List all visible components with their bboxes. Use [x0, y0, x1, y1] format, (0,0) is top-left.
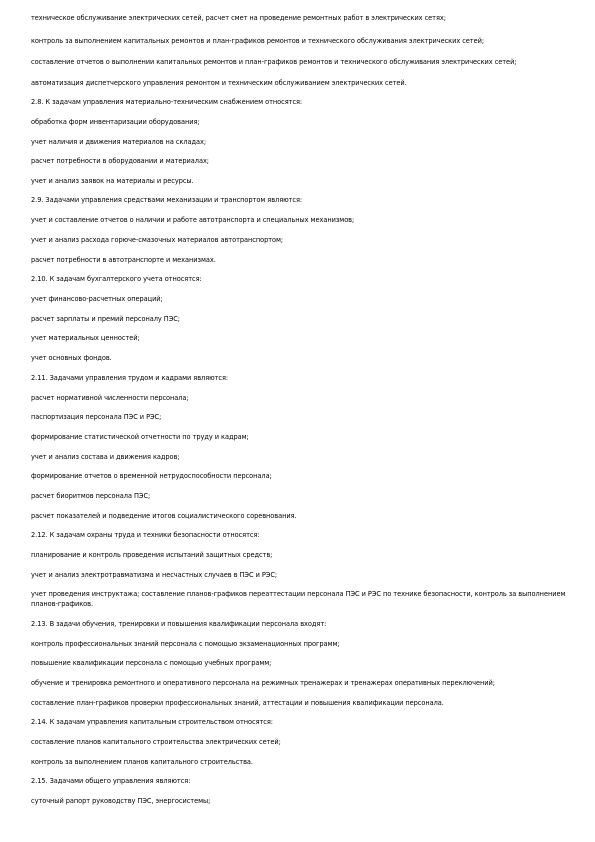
section-heading: 2.8. К задачам управления материально-техническим снабжением относятся: — [31, 98, 303, 106]
paragraph: расчет зарплаты и премий персоналу ПЭС; — [31, 315, 180, 323]
paragraph: повышение квалификации персонала с помощью учебных программ; — [31, 659, 272, 667]
section-heading: 2.11. Задачами управления трудом и кадрами являются: — [31, 374, 229, 382]
paragraph: автоматизация диспетчерского управления ремонтом и техническим обслуживанием электрических сетей. — [31, 79, 407, 87]
paragraph: техническое обслуживание электрических сетей, расчет смет на проведение ремонтных работ в электрических сетях; — [31, 14, 446, 22]
paragraph: учет и анализ расхода горюче-смазочных материалов автотранспортом; — [31, 236, 284, 244]
paragraph: паспортизация персонала ПЭС и РЭС; — [31, 413, 162, 421]
paragraph: формирование статистической отчетности по труду и кадрам; — [31, 433, 249, 441]
section-heading: 2.9. Задачами управления средствами механизации и транспортом являются: — [31, 196, 303, 204]
section-heading: 2.12. К задачам охраны труда и техники безопасности относятся: — [31, 531, 260, 539]
paragraph: расчет биоритмов персонала ПЭС; — [31, 492, 151, 500]
paragraph: суточный рапорт руководству ПЭС, энергосистемы; — [31, 797, 211, 805]
paragraph: формирование отчетов о временной нетрудоспособности персонала; — [31, 472, 272, 480]
paragraph: учет и анализ заявок на материалы и ресурсы. — [31, 177, 194, 185]
paragraph: составление планов капитального строительства электрических сетей; — [31, 738, 281, 746]
paragraph: составление отчетов о выполнении капитальных ремонтов и план-графиков ремонтов и технического обслуживания электрических сетей; — [31, 58, 517, 66]
paragraph: учет и анализ состава и движения кадров; — [31, 453, 180, 461]
paragraph: учет и составление отчетов о наличии и работе автотранспорта и специальных механизмов; — [31, 216, 355, 224]
paragraph: обучение и тренировка ремонтного и оперативного персонала на режимных тренажерах и тренажерах оперативных переключений; — [31, 679, 495, 687]
paragraph: расчет потребности в оборудовании и материалах; — [31, 157, 209, 165]
paragraph: учет и анализ электротравматизма и несчастных случаев в ПЭС и РЭС; — [31, 571, 278, 579]
section-heading: 2.15. Задачами общего управления являются: — [31, 777, 191, 785]
paragraph: расчет потребности в автотранспорте и механизмах. — [31, 256, 216, 264]
paragraph: учет финансово-расчетных операций; — [31, 295, 163, 303]
section-heading: 2.13. В задачи обучения, тренировки и повышения квалификации персонала входят: — [31, 620, 327, 628]
section-heading: 2.14. К задачам управления капитальным строительством относятся: — [31, 718, 273, 726]
paragraph: составление план-графиков проверки профессиональных знаний, аттестации и повышения квалификации персонала. — [31, 699, 444, 707]
section-heading: 2.10. К задачам бухгалтерского учета относятся: — [31, 275, 202, 283]
paragraph: учет проведения инструктажа; составление планов-графиков переаттестации персонала ПЭС и РЭС по технике безопасности, контроль за выполнением планов-графиков. — [31, 590, 566, 608]
paragraph: расчет нормативной численности персонала; — [31, 394, 189, 402]
paragraph: учет основных фондов. — [31, 354, 112, 362]
paragraph: учет наличия и движения материалов на складах; — [31, 138, 207, 146]
paragraph: контроль за выполнением капитальных ремонтов и план-графиков ремонтов и технического обслуживания электрических сетей; — [31, 37, 485, 45]
paragraph: контроль профессиональных знаний персонала с помощью экзаменационных программ; — [31, 640, 340, 648]
paragraph: планирование и контроль проведения испытаний защитных средств; — [31, 551, 273, 559]
paragraph: обработка форм инвентаризации оборудования; — [31, 118, 200, 126]
paragraph: расчет показателей и подведение итогов социалистического соревнования. — [31, 512, 297, 520]
paragraph: контроль за выполнением планов капитального строительства. — [31, 758, 253, 766]
paragraph: учет материальных ценностей; — [31, 334, 140, 342]
